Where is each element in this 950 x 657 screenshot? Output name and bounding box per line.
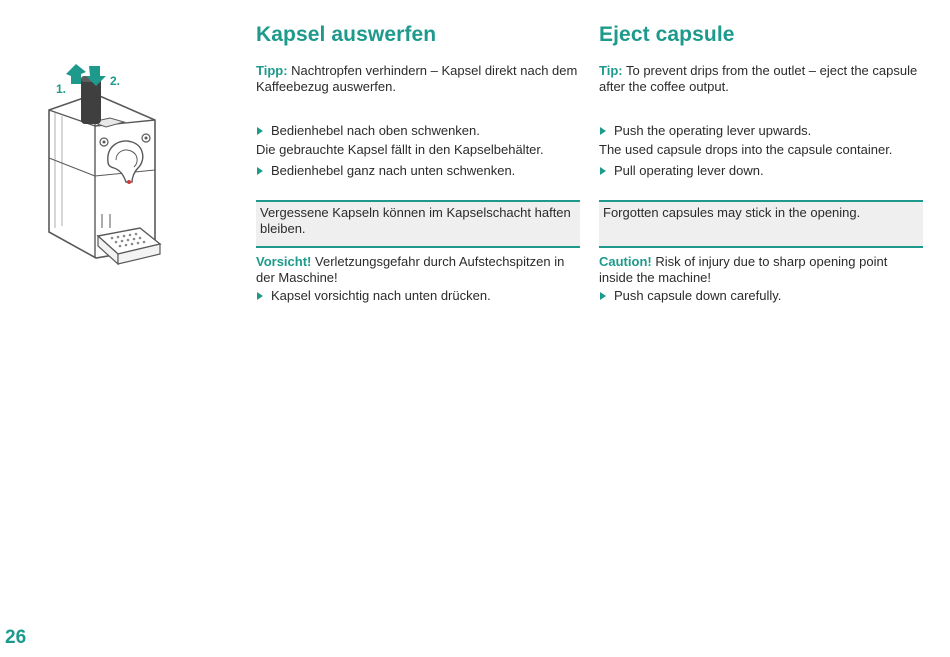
- english-note-box: [599, 200, 923, 248]
- german-note-text: Vergessene Kapseln können im Kapselschacht haften bleiben.: [260, 205, 571, 236]
- german-bullet-3-text: Kapsel vorsichtig nach unten drücken.: [271, 288, 491, 303]
- german-title: Kapsel auswerfen: [256, 23, 437, 46]
- german-caution-label: Vorsicht!: [256, 254, 312, 269]
- german-bullet-2: [256, 163, 580, 179]
- bullet-triangle-icon: [600, 167, 606, 175]
- german-bullet-1: [256, 123, 580, 139]
- english-bullet-1-text: Push the operating lever upwards.: [614, 123, 812, 138]
- english-caution: [599, 254, 923, 286]
- english-plain-1: The used capsule drops into the capsule container.: [599, 142, 893, 157]
- english-bullet-2-text: Pull operating lever down.: [614, 163, 764, 178]
- german-bullet-1-text: Bedienhebel nach oben schwenken.: [271, 123, 480, 138]
- german-caution-text: Verletzungsgefahr durch Aufstechspitzen in der Maschine!: [256, 254, 565, 285]
- english-note-text: Forgotten capsules may stick in the opening.: [603, 205, 861, 220]
- german-note-box: [256, 200, 580, 248]
- english-bullet-3: [599, 288, 923, 304]
- english-tip-text: To prevent drips from the outlet – eject the capsule after the coffee output.: [599, 63, 918, 94]
- step-1-label: 1.: [56, 82, 67, 96]
- english-bullet-1: [599, 123, 923, 139]
- english-title: Eject capsule: [599, 23, 735, 46]
- german-plain-1: Die gebrauchte Kapsel fällt in den Kapselbehälter.: [256, 142, 544, 157]
- page-number: 26: [5, 627, 27, 648]
- bullet-triangle-icon: [600, 292, 606, 300]
- english-bullet-3-text: Push capsule down carefully.: [614, 288, 782, 303]
- bullet-triangle-icon: [257, 292, 263, 300]
- bullet-triangle-icon: [600, 127, 606, 135]
- bullet-triangle-icon: [257, 167, 263, 175]
- german-column: [256, 20, 580, 304]
- english-column: [599, 20, 923, 304]
- english-tip-label: Tip:: [599, 63, 623, 78]
- step-2-label: 2.: [110, 74, 121, 88]
- german-tip-label: Tipp:: [256, 63, 288, 78]
- english-caution-text: Risk of injury due to sharp opening point inside the machine!: [599, 254, 888, 285]
- english-bullet-2: [599, 163, 923, 179]
- german-bullet-2-text: Bedienhebel ganz nach unten schwenken.: [271, 163, 516, 178]
- german-tip-text: Nachtropfen verhindern – Kapsel direkt nach dem Kaffeebezug auswerfen.: [256, 63, 578, 94]
- german-caution: [256, 254, 580, 286]
- coffee-machine-illustration: [40, 58, 175, 278]
- english-tip: [599, 63, 923, 95]
- english-caution-label: Caution!: [599, 254, 652, 269]
- german-tip: [256, 63, 580, 95]
- bullet-triangle-icon: [257, 127, 263, 135]
- german-bullet-3: [256, 288, 580, 304]
